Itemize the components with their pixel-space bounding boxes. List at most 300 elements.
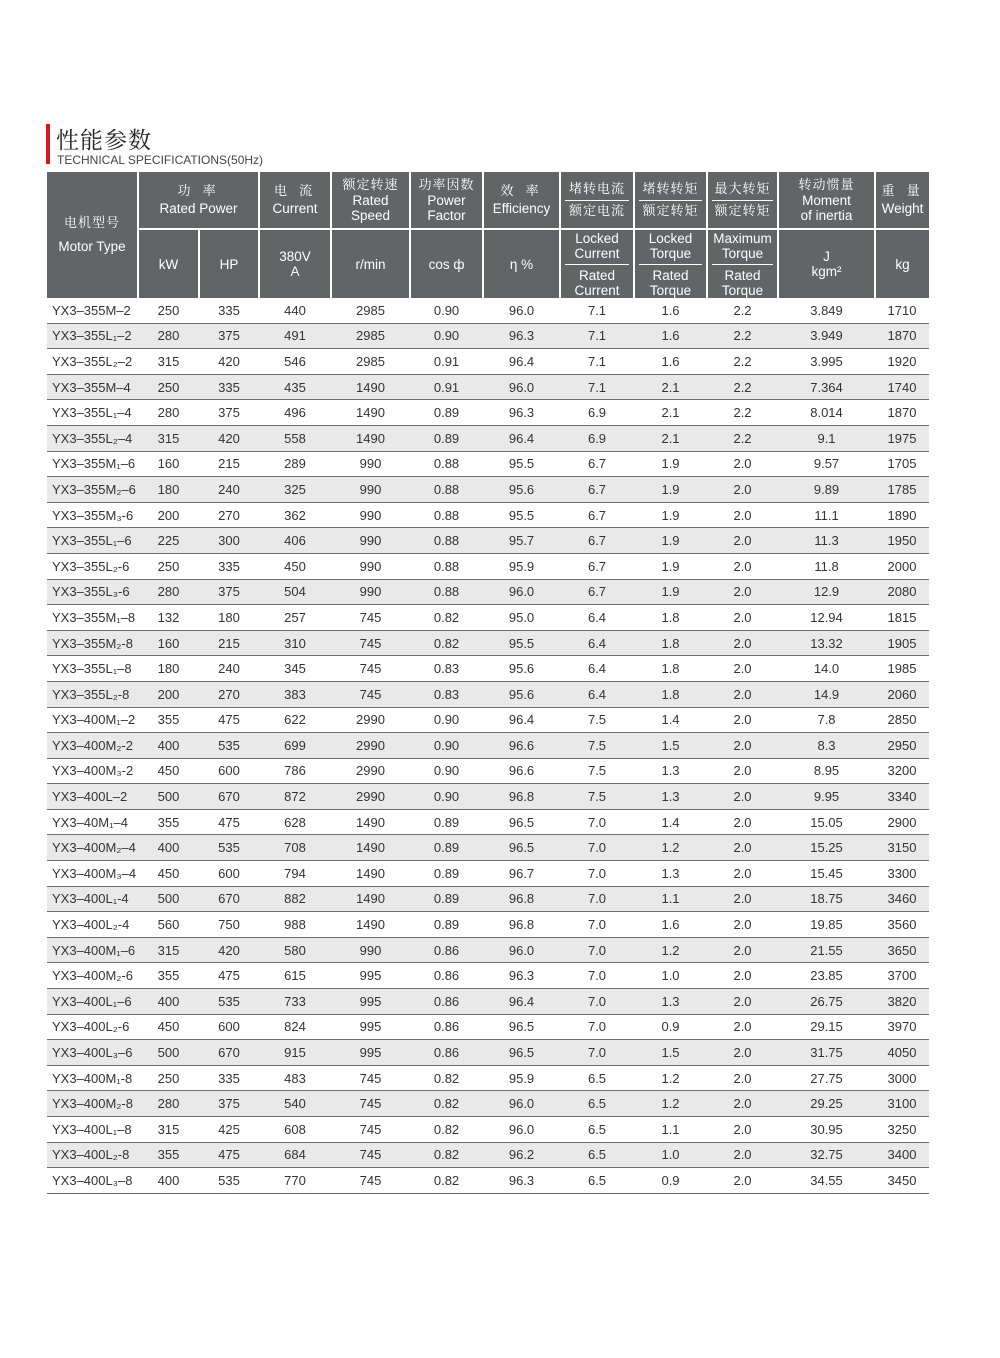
cell-locked-torque: 1.5 xyxy=(634,733,707,759)
cell-hp: 670 xyxy=(199,784,259,810)
cell-current: 699 xyxy=(259,733,331,759)
cell-max-torque: 2.0 xyxy=(707,912,778,938)
cell-speed: 2985 xyxy=(331,349,410,375)
cell-power-factor: 0.83 xyxy=(410,656,483,682)
cell-inertia: 27.75 xyxy=(778,1065,875,1091)
cell-weight: 1985 xyxy=(875,656,929,682)
cell-motor-type: YX3–400L–2 xyxy=(47,784,138,810)
cell-motor-type: YX3–355L₂-8 xyxy=(47,681,138,707)
cell-current: 684 xyxy=(259,1142,331,1168)
cell-hp: 420 xyxy=(199,425,259,451)
cell-weight: 3200 xyxy=(875,758,929,784)
cell-speed: 2990 xyxy=(331,733,410,759)
cell-max-torque: 2.2 xyxy=(707,425,778,451)
cell-speed: 1490 xyxy=(331,835,410,861)
header-inertia: 转动惯量 Moment of inertia xyxy=(778,172,875,229)
cell-power-factor: 0.88 xyxy=(410,553,483,579)
cell-max-torque: 2.0 xyxy=(707,1117,778,1143)
cell-locked-torque: 1.6 xyxy=(634,912,707,938)
cell-locked-torque: 1.9 xyxy=(634,451,707,477)
cell-speed: 1490 xyxy=(331,374,410,400)
cell-efficiency: 96.5 xyxy=(483,1014,560,1040)
cell-kw: 400 xyxy=(138,1168,199,1194)
cell-locked-current: 6.7 xyxy=(560,451,634,477)
cell-locked-torque: 1.1 xyxy=(634,1117,707,1143)
cell-speed: 1490 xyxy=(331,886,410,912)
cell-efficiency: 95.6 xyxy=(483,681,560,707)
cell-speed: 1490 xyxy=(331,400,410,426)
cell-hp: 420 xyxy=(199,349,259,375)
cell-max-torque: 2.0 xyxy=(707,1040,778,1066)
cell-hp: 420 xyxy=(199,937,259,963)
cell-current: 491 xyxy=(259,323,331,349)
cell-kw: 315 xyxy=(138,1117,199,1143)
cell-locked-torque: 1.2 xyxy=(634,1065,707,1091)
cell-current: 540 xyxy=(259,1091,331,1117)
cell-motor-type: YX3–400M₂–4 xyxy=(47,835,138,861)
cell-hp: 335 xyxy=(199,374,259,400)
cell-efficiency: 96.6 xyxy=(483,758,560,784)
cell-locked-current: 6.7 xyxy=(560,528,634,554)
cell-locked-current: 7.1 xyxy=(560,349,634,375)
cell-inertia: 12.9 xyxy=(778,579,875,605)
cell-max-torque: 2.0 xyxy=(707,656,778,682)
cell-power-factor: 0.89 xyxy=(410,861,483,887)
cell-max-torque: 2.0 xyxy=(707,733,778,759)
cell-locked-torque: 0.9 xyxy=(634,1168,707,1194)
cell-max-torque: 2.2 xyxy=(707,298,778,323)
cell-max-torque: 2.0 xyxy=(707,937,778,963)
cell-max-torque: 2.2 xyxy=(707,323,778,349)
cell-hp: 270 xyxy=(199,681,259,707)
cell-motor-type: YX3–400L₂-4 xyxy=(47,912,138,938)
cell-weight: 2000 xyxy=(875,553,929,579)
cell-power-factor: 0.83 xyxy=(410,681,483,707)
cell-kw: 560 xyxy=(138,912,199,938)
cell-efficiency: 96.0 xyxy=(483,298,560,323)
cell-weight: 1870 xyxy=(875,400,929,426)
cell-speed: 2985 xyxy=(331,298,410,323)
table-row xyxy=(47,733,929,759)
cell-locked-current: 6.9 xyxy=(560,425,634,451)
cell-hp: 335 xyxy=(199,553,259,579)
table-row xyxy=(47,1065,929,1091)
cell-inertia: 3.949 xyxy=(778,323,875,349)
cell-locked-current: 7.0 xyxy=(560,989,634,1015)
cell-locked-torque: 2.1 xyxy=(634,400,707,426)
cell-motor-type: YX3–400M₂-8 xyxy=(47,1091,138,1117)
table-row xyxy=(47,861,929,887)
table-row xyxy=(47,989,929,1015)
cell-motor-type: YX3–355M–4 xyxy=(47,374,138,400)
table-row xyxy=(47,425,929,451)
header-efficiency: 效 率 Efficiency xyxy=(483,172,560,229)
table-row xyxy=(47,809,929,835)
unit-cos: cos ф xyxy=(410,229,483,298)
cell-speed: 2985 xyxy=(331,323,410,349)
cell-locked-current: 7.0 xyxy=(560,835,634,861)
cell-power-factor: 0.90 xyxy=(410,758,483,784)
cell-motor-type: YX3–355L₁–4 xyxy=(47,400,138,426)
cell-weight: 1815 xyxy=(875,605,929,631)
cell-max-torque: 2.0 xyxy=(707,528,778,554)
cell-hp: 375 xyxy=(199,1091,259,1117)
heading-title-en: TECHNICAL SPECIFICATIONS(50Hz) xyxy=(57,153,264,167)
cell-power-factor: 0.88 xyxy=(410,579,483,605)
cell-locked-current: 6.4 xyxy=(560,630,634,656)
cell-hp: 270 xyxy=(199,502,259,528)
cell-locked-torque: 1.0 xyxy=(634,1142,707,1168)
cell-speed: 745 xyxy=(331,1142,410,1168)
cell-speed: 2990 xyxy=(331,758,410,784)
cell-locked-torque: 1.1 xyxy=(634,886,707,912)
cell-motor-type: YX3–355L₁–6 xyxy=(47,528,138,554)
cell-kw: 250 xyxy=(138,298,199,323)
cell-inertia: 15.25 xyxy=(778,835,875,861)
cell-locked-current: 6.5 xyxy=(560,1117,634,1143)
cell-weight: 1950 xyxy=(875,528,929,554)
table-row xyxy=(47,298,929,323)
table-row xyxy=(47,937,929,963)
cell-motor-type: YX3–355M₁–8 xyxy=(47,605,138,631)
cell-locked-torque: 1.0 xyxy=(634,963,707,989)
cell-hp: 375 xyxy=(199,323,259,349)
cell-current: 580 xyxy=(259,937,331,963)
cell-weight: 2060 xyxy=(875,681,929,707)
cell-locked-current: 7.0 xyxy=(560,1014,634,1040)
cell-weight: 1870 xyxy=(875,323,929,349)
table-row xyxy=(47,630,929,656)
cell-max-torque: 2.0 xyxy=(707,707,778,733)
cell-inertia: 14.0 xyxy=(778,656,875,682)
cell-efficiency: 96.0 xyxy=(483,1091,560,1117)
cell-efficiency: 96.0 xyxy=(483,579,560,605)
cell-max-torque: 2.0 xyxy=(707,1014,778,1040)
cell-current: 504 xyxy=(259,579,331,605)
cell-max-torque: 2.0 xyxy=(707,784,778,810)
cell-efficiency: 96.5 xyxy=(483,835,560,861)
unit-eta: η % xyxy=(483,229,560,298)
cell-hp: 535 xyxy=(199,989,259,1015)
unit-current: 380V A xyxy=(259,229,331,298)
cell-inertia: 34.55 xyxy=(778,1168,875,1194)
cell-locked-torque: 1.2 xyxy=(634,937,707,963)
cell-locked-current: 6.4 xyxy=(560,605,634,631)
unit-locked-torque: Locked Torque Rated Torque xyxy=(634,229,707,298)
cell-locked-torque: 2.1 xyxy=(634,374,707,400)
cell-speed: 990 xyxy=(331,451,410,477)
cell-motor-type: YX3–400L₃–8 xyxy=(47,1168,138,1194)
table-row xyxy=(47,349,929,375)
cell-efficiency: 96.6 xyxy=(483,733,560,759)
cell-current: 622 xyxy=(259,707,331,733)
cell-efficiency: 95.6 xyxy=(483,477,560,503)
cell-locked-current: 6.7 xyxy=(560,579,634,605)
cell-locked-current: 7.0 xyxy=(560,963,634,989)
cell-inertia: 15.05 xyxy=(778,809,875,835)
cell-locked-torque: 1.6 xyxy=(634,298,707,323)
table-row xyxy=(47,912,929,938)
cell-inertia: 12.94 xyxy=(778,605,875,631)
cell-motor-type: YX3–400L₁–6 xyxy=(47,989,138,1015)
cell-current: 362 xyxy=(259,502,331,528)
cell-power-factor: 0.90 xyxy=(410,707,483,733)
table-row xyxy=(47,758,929,784)
cell-locked-torque: 1.9 xyxy=(634,528,707,554)
table-row xyxy=(47,886,929,912)
cell-motor-type: YX3–355M₃-6 xyxy=(47,502,138,528)
cell-locked-current: 6.5 xyxy=(560,1142,634,1168)
cell-speed: 990 xyxy=(331,579,410,605)
cell-weight: 3250 xyxy=(875,1117,929,1143)
cell-motor-type: YX3–355L₃-6 xyxy=(47,579,138,605)
table-row xyxy=(47,1014,929,1040)
cell-locked-torque: 1.3 xyxy=(634,758,707,784)
cell-locked-torque: 1.4 xyxy=(634,809,707,835)
cell-current: 733 xyxy=(259,989,331,1015)
cell-locked-torque: 1.8 xyxy=(634,656,707,682)
cell-kw: 180 xyxy=(138,656,199,682)
table-row xyxy=(47,400,929,426)
cell-inertia: 11.1 xyxy=(778,502,875,528)
cell-hp: 215 xyxy=(199,630,259,656)
cell-speed: 1490 xyxy=(331,425,410,451)
cell-current: 882 xyxy=(259,886,331,912)
cell-locked-current: 6.5 xyxy=(560,1065,634,1091)
cell-motor-type: YX3–355L₂–4 xyxy=(47,425,138,451)
cell-max-torque: 2.0 xyxy=(707,477,778,503)
cell-locked-current: 7.0 xyxy=(560,861,634,887)
cell-speed: 1490 xyxy=(331,912,410,938)
cell-current: 546 xyxy=(259,349,331,375)
cell-kw: 132 xyxy=(138,605,199,631)
cell-efficiency: 96.8 xyxy=(483,912,560,938)
cell-motor-type: YX3–400M₂-2 xyxy=(47,733,138,759)
cell-hp: 180 xyxy=(199,605,259,631)
cell-speed: 745 xyxy=(331,1065,410,1091)
unit-hp: HP xyxy=(199,229,259,298)
cell-weight: 2080 xyxy=(875,579,929,605)
cell-power-factor: 0.86 xyxy=(410,989,483,1015)
cell-efficiency: 96.4 xyxy=(483,425,560,451)
cell-speed: 745 xyxy=(331,681,410,707)
cell-weight: 3150 xyxy=(875,835,929,861)
cell-locked-torque: 1.9 xyxy=(634,502,707,528)
cell-max-torque: 2.0 xyxy=(707,1142,778,1168)
header-current: 电 流 Current xyxy=(259,172,331,229)
cell-locked-torque: 1.5 xyxy=(634,1040,707,1066)
cell-current: 824 xyxy=(259,1014,331,1040)
cell-motor-type: YX3–400L₂-8 xyxy=(47,1142,138,1168)
cell-max-torque: 2.0 xyxy=(707,861,778,887)
cell-kw: 200 xyxy=(138,502,199,528)
cell-kw: 250 xyxy=(138,1065,199,1091)
cell-power-factor: 0.86 xyxy=(410,1014,483,1040)
cell-efficiency: 96.3 xyxy=(483,323,560,349)
cell-max-torque: 2.0 xyxy=(707,502,778,528)
cell-locked-current: 7.1 xyxy=(560,374,634,400)
table-row xyxy=(47,374,929,400)
cell-weight: 3700 xyxy=(875,963,929,989)
cell-max-torque: 2.0 xyxy=(707,886,778,912)
cell-max-torque: 2.0 xyxy=(707,1065,778,1091)
cell-max-torque: 2.0 xyxy=(707,989,778,1015)
cell-inertia: 11.8 xyxy=(778,553,875,579)
cell-kw: 500 xyxy=(138,1040,199,1066)
cell-efficiency: 95.9 xyxy=(483,1065,560,1091)
cell-locked-current: 7.5 xyxy=(560,784,634,810)
cell-max-torque: 2.2 xyxy=(707,349,778,375)
header-row-2 xyxy=(47,229,929,298)
cell-locked-torque: 1.9 xyxy=(634,477,707,503)
heading-accent-bar xyxy=(46,124,50,164)
cell-locked-current: 7.1 xyxy=(560,323,634,349)
cell-power-factor: 0.82 xyxy=(410,630,483,656)
cell-inertia: 26.75 xyxy=(778,989,875,1015)
cell-inertia: 3.995 xyxy=(778,349,875,375)
cell-locked-current: 6.4 xyxy=(560,681,634,707)
cell-kw: 160 xyxy=(138,630,199,656)
cell-motor-type: YX3–400M₃-2 xyxy=(47,758,138,784)
header-motor-type: 电机型号 Motor Type xyxy=(47,172,138,298)
cell-efficiency: 95.5 xyxy=(483,451,560,477)
cell-current: 872 xyxy=(259,784,331,810)
cell-speed: 995 xyxy=(331,989,410,1015)
table-row xyxy=(47,451,929,477)
cell-speed: 995 xyxy=(331,1014,410,1040)
table-row xyxy=(47,1142,929,1168)
cell-motor-type: YX3–355L₂-6 xyxy=(47,553,138,579)
cell-speed: 990 xyxy=(331,502,410,528)
cell-hp: 535 xyxy=(199,733,259,759)
cell-locked-current: 7.5 xyxy=(560,733,634,759)
cell-locked-torque: 1.8 xyxy=(634,605,707,631)
cell-current: 345 xyxy=(259,656,331,682)
cell-weight: 1785 xyxy=(875,477,929,503)
unit-inertia: J kgm² xyxy=(778,229,875,298)
cell-motor-type: YX3–355L₂–2 xyxy=(47,349,138,375)
cell-max-torque: 2.0 xyxy=(707,1091,778,1117)
cell-locked-current: 6.7 xyxy=(560,502,634,528)
cell-efficiency: 96.4 xyxy=(483,349,560,375)
cell-inertia: 31.75 xyxy=(778,1040,875,1066)
cell-weight: 3400 xyxy=(875,1142,929,1168)
cell-power-factor: 0.90 xyxy=(410,298,483,323)
cell-efficiency: 96.0 xyxy=(483,374,560,400)
cell-hp: 475 xyxy=(199,707,259,733)
header-locked-torque: 堵转转矩 额定转矩 xyxy=(634,172,707,229)
cell-current: 450 xyxy=(259,553,331,579)
cell-weight: 4050 xyxy=(875,1040,929,1066)
unit-weight: kg xyxy=(875,229,929,298)
cell-current: 310 xyxy=(259,630,331,656)
cell-kw: 500 xyxy=(138,784,199,810)
cell-speed: 2990 xyxy=(331,707,410,733)
table-row xyxy=(47,784,929,810)
cell-inertia: 32.75 xyxy=(778,1142,875,1168)
cell-motor-type: YX3–355L₁–2 xyxy=(47,323,138,349)
cell-locked-current: 6.7 xyxy=(560,553,634,579)
cell-current: 708 xyxy=(259,835,331,861)
cell-efficiency: 95.5 xyxy=(483,502,560,528)
cell-locked-torque: 1.3 xyxy=(634,784,707,810)
cell-inertia: 30.95 xyxy=(778,1117,875,1143)
cell-motor-type: YX3–40M₁–4 xyxy=(47,809,138,835)
cell-kw: 315 xyxy=(138,937,199,963)
cell-power-factor: 0.88 xyxy=(410,528,483,554)
table-row xyxy=(47,1168,929,1194)
cell-power-factor: 0.89 xyxy=(410,425,483,451)
cell-power-factor: 0.90 xyxy=(410,323,483,349)
cell-motor-type: YX3–400L₂-6 xyxy=(47,1014,138,1040)
cell-efficiency: 96.8 xyxy=(483,784,560,810)
cell-inertia: 19.85 xyxy=(778,912,875,938)
cell-weight: 2850 xyxy=(875,707,929,733)
table-row xyxy=(47,502,929,528)
header-weight: 重 量 Weight xyxy=(875,172,929,229)
cell-kw: 280 xyxy=(138,579,199,605)
cell-current: 435 xyxy=(259,374,331,400)
cell-weight: 3340 xyxy=(875,784,929,810)
cell-hp: 600 xyxy=(199,1014,259,1040)
cell-current: 915 xyxy=(259,1040,331,1066)
cell-weight: 3560 xyxy=(875,912,929,938)
cell-efficiency: 96.3 xyxy=(483,400,560,426)
cell-kw: 355 xyxy=(138,963,199,989)
cell-locked-current: 6.9 xyxy=(560,400,634,426)
cell-weight: 3460 xyxy=(875,886,929,912)
cell-inertia: 9.1 xyxy=(778,425,875,451)
cell-power-factor: 0.82 xyxy=(410,1168,483,1194)
cell-current: 383 xyxy=(259,681,331,707)
cell-power-factor: 0.90 xyxy=(410,733,483,759)
table-row xyxy=(47,323,929,349)
cell-inertia: 7.8 xyxy=(778,707,875,733)
cell-weight: 2900 xyxy=(875,809,929,835)
cell-hp: 670 xyxy=(199,886,259,912)
cell-motor-type: YX3–355L₁–8 xyxy=(47,656,138,682)
unit-speed: r/min xyxy=(331,229,410,298)
cell-efficiency: 95.5 xyxy=(483,630,560,656)
cell-power-factor: 0.89 xyxy=(410,835,483,861)
cell-weight: 3450 xyxy=(875,1168,929,1194)
cell-kw: 200 xyxy=(138,681,199,707)
cell-locked-torque: 1.6 xyxy=(634,323,707,349)
cell-locked-torque: 1.8 xyxy=(634,630,707,656)
cell-motor-type: YX3–355M₁–6 xyxy=(47,451,138,477)
cell-max-torque: 2.0 xyxy=(707,579,778,605)
cell-current: 615 xyxy=(259,963,331,989)
cell-current: 483 xyxy=(259,1065,331,1091)
cell-hp: 425 xyxy=(199,1117,259,1143)
cell-hp: 335 xyxy=(199,298,259,323)
cell-speed: 990 xyxy=(331,477,410,503)
table-row xyxy=(47,1117,929,1143)
cell-inertia: 29.25 xyxy=(778,1091,875,1117)
cell-power-factor: 0.88 xyxy=(410,451,483,477)
cell-efficiency: 96.4 xyxy=(483,989,560,1015)
cell-inertia: 3.849 xyxy=(778,298,875,323)
cell-locked-current: 7.0 xyxy=(560,937,634,963)
cell-weight: 1890 xyxy=(875,502,929,528)
cell-inertia: 15.45 xyxy=(778,861,875,887)
cell-efficiency: 95.7 xyxy=(483,528,560,554)
cell-max-torque: 2.2 xyxy=(707,400,778,426)
cell-current: 257 xyxy=(259,605,331,631)
cell-motor-type: YX3–400L₁–8 xyxy=(47,1117,138,1143)
cell-weight: 3820 xyxy=(875,989,929,1015)
cell-motor-type: YX3–400M₁-8 xyxy=(47,1065,138,1091)
